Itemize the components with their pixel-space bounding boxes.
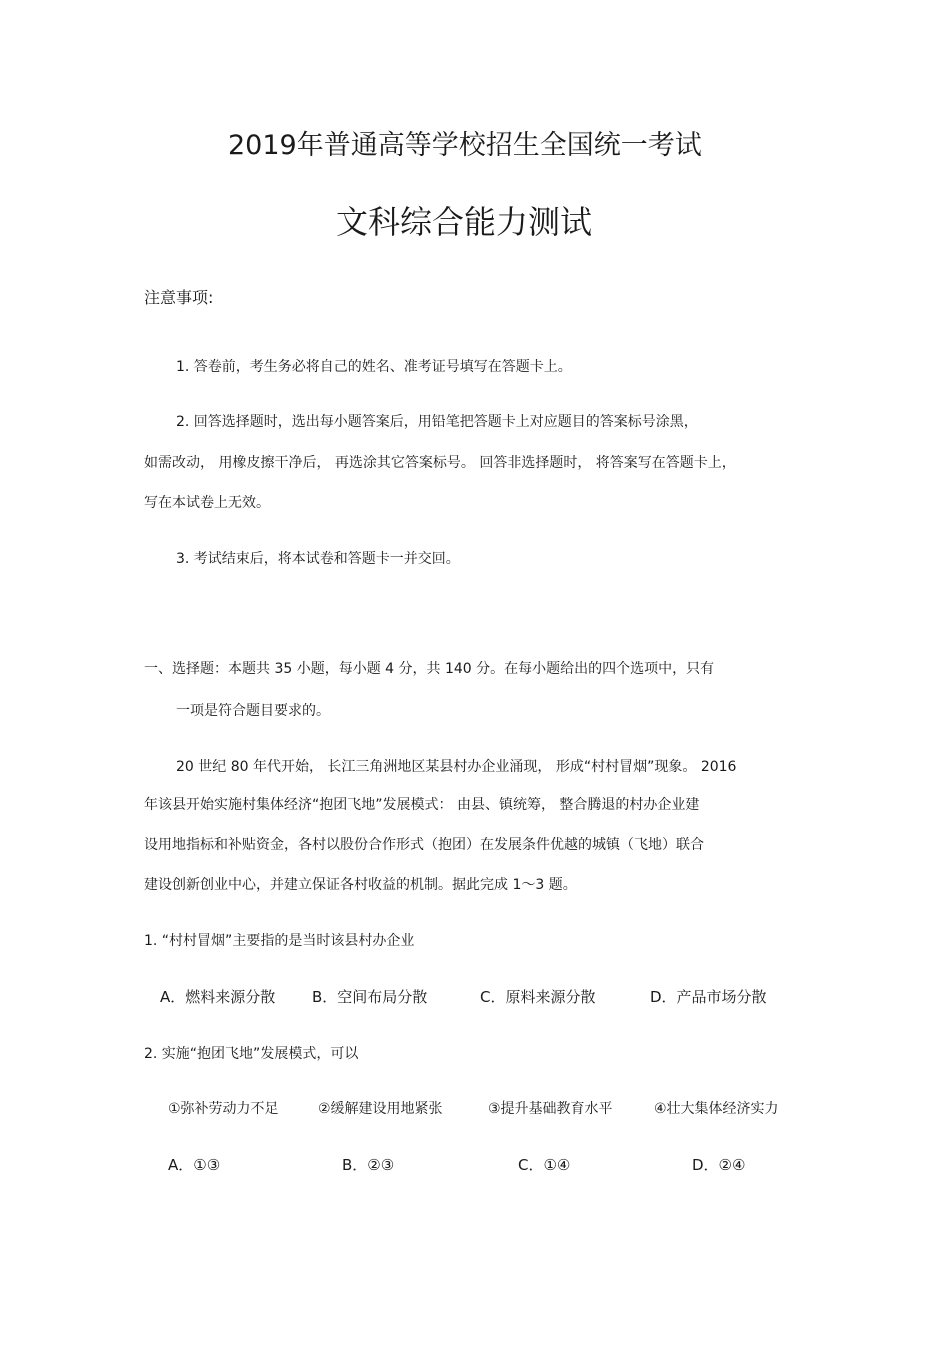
- question-2-option-d: D．②④: [692, 1156, 746, 1174]
- notice-item-2-line-3: 写在本试卷上无效。: [144, 495, 270, 511]
- notice-item-3: 3. 考试结束后，将本试卷和答题卡一并交回。: [176, 551, 460, 567]
- passage-line-3: 设用地指标和补贴资金，各村以股份合作形式（抱团）在发展条件优越的城镇（飞地）联合: [144, 837, 704, 853]
- section-1-instruction-line-2: 一项是符合题目要求的。: [176, 703, 330, 719]
- passage-line-1: 20 世纪 80 年代开始， 长江三角洲地区某县村办企业涌现， 形成“村村冒烟”现象。 2016: [176, 759, 737, 775]
- passage-line-4: 建设创新创业中心，并建立保证各村收益的机制。据此完成 1～3 题。: [144, 877, 577, 893]
- question-2-statement-3: ③提升基础教育水平: [488, 1101, 613, 1117]
- question-1-option-a: A．燃料来源分散: [160, 988, 276, 1006]
- question-1-option-c: C．原料来源分散: [480, 988, 596, 1006]
- question-2-stem: 2. 实施“抱团飞地”发展模式，可以: [144, 1046, 359, 1062]
- notice-heading: 注意事项:: [144, 288, 214, 307]
- question-2-option-b: B．②③: [342, 1156, 395, 1174]
- question-2-option-c: C．①④: [518, 1156, 571, 1174]
- notice-item-2-line-2: 如需改动， 用橡皮擦干净后， 再选涂其它答案标号。 回答非选择题时， 将答案写在答题卡上，: [144, 455, 736, 471]
- section-1-instruction-line-1: 一、选择题：本题共 35 小题，每小题 4 分，共 140 分。在每小题给出的四个选项中，只有: [144, 661, 715, 677]
- exam-subtitle: 文科综合能力测试: [336, 203, 593, 241]
- question-2-statement-2: ②缓解建设用地紧张: [318, 1101, 443, 1117]
- exam-title: 2019年普通高等学校招生全国统一考试: [228, 130, 702, 161]
- question-2-option-a: A．①③: [168, 1156, 221, 1174]
- notice-item-1: 1. 答卷前，考生务必将自己的姓名、准考证号填写在答题卡上。: [176, 359, 572, 375]
- question-2-statement-4: ④壮大集体经济实力: [654, 1101, 779, 1117]
- question-1-option-d: D．产品市场分散: [650, 988, 767, 1006]
- question-1-option-b: B．空间布局分散: [312, 988, 428, 1006]
- passage-line-2: 年该县开始实施村集体经济“抱团飞地”发展模式： 由县、镇统筹， 整合腾退的村办企业建: [144, 797, 700, 813]
- notice-item-2-line-1: 2. 回答选择题时，选出每小题答案后，用铅笔把答题卡上对应题目的答案标号涂黑，: [176, 414, 698, 430]
- question-1-stem: 1. “村村冒烟”主要指的是当时该县村办企业: [144, 933, 415, 949]
- question-2-statement-1: ①弥补劳动力不足: [168, 1101, 279, 1117]
